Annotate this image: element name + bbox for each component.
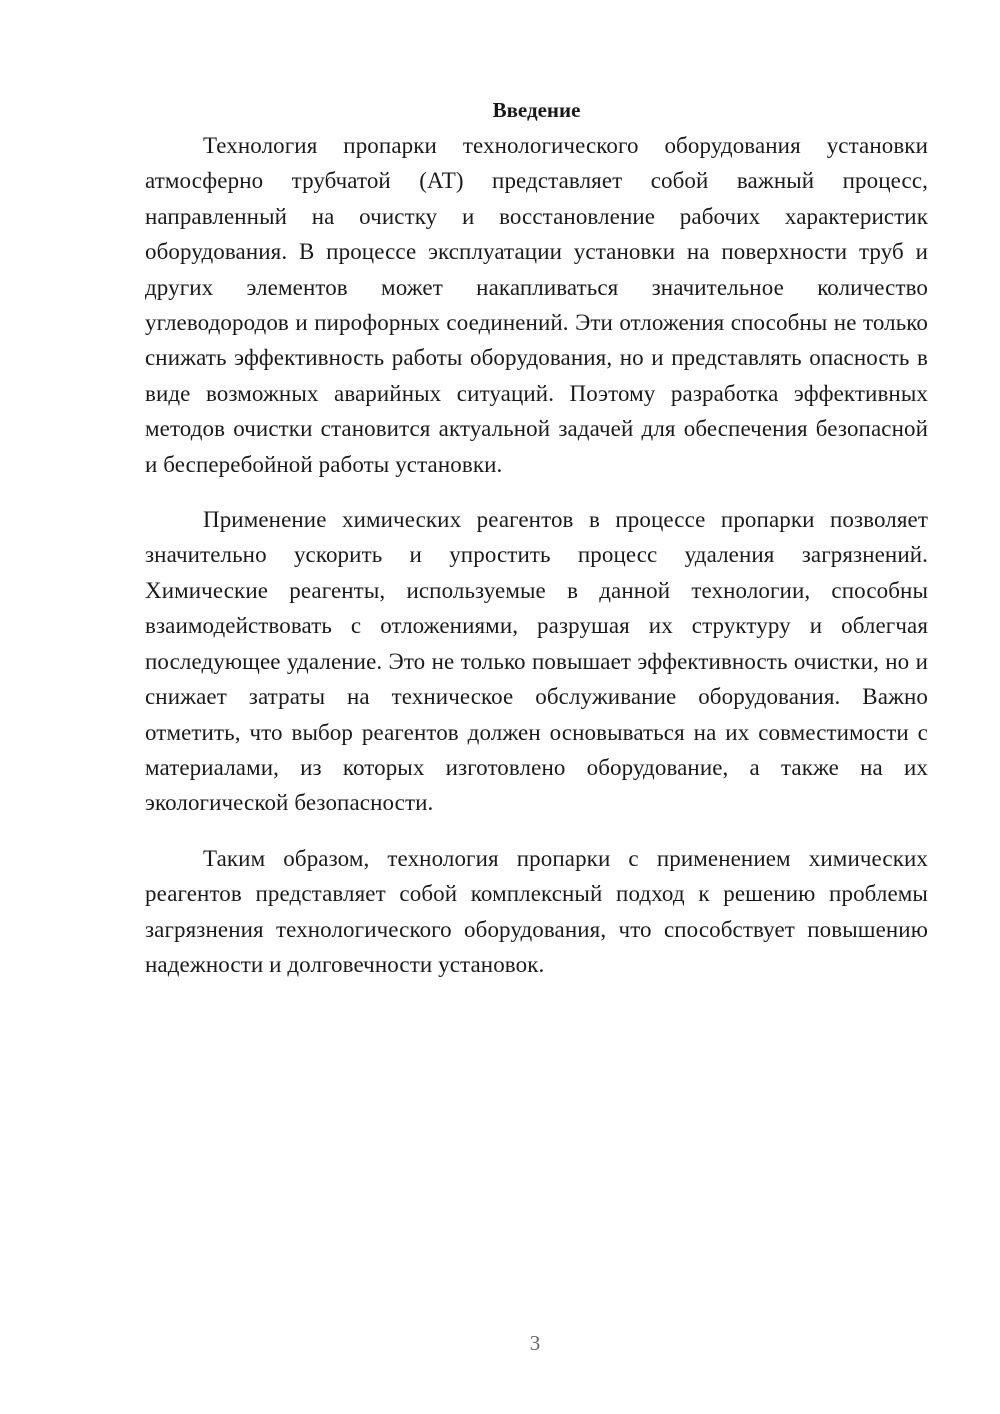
page-content [145,95,928,1002]
paragraph-3: Таким образом, технология пропарки с применением химических реагентов представляет собой комплексный подход к решению проблемы загрязнения технологического оборудования, что способствует повышению надежности и долговечности установок. [145,845,928,977]
paragraph-2: Применение химических реагентов в процессе пропарки позволяет значительно ускорить и упростить процесс удаления загрязнений. Химические реагенты, используемые в данной технологии, способны взаимодействовать с отложениями, разрушая их структуру и облегчая последующее удаление. Это не только повышает эффективность очистки, но и снижает затраты на техническое обслуживание оборудования. Важно отметить, что выбор реагентов должен основываться на их совместимости с материалами, из которых изготовлено оборудование, а также на их экологической безопасности. [145,507,928,816]
section-heading: Введение [492,98,581,122]
page-number: 3 [529,1331,541,1355]
paragraph-1: Технология пропарки технологического оборудования установки атмосферно трубчатой (АТ) представляет собой важный процесс, направленный на очистку и восстановление рабочих характеристик оборудования. В процессе эксплуатации установки на поверхности труб и других элементов может накапливаться значительное количество углеводородов и пирофорных соединений. Эти отложения способны не только снижать эффективность работы оборудования, но и представлять опасность в виде возможных аварийных ситуаций. Поэтому разработка эффективных методов очистки становится актуальной задачей для обеспечения безопасной и бесперебойной работы установки. [145,133,928,477]
